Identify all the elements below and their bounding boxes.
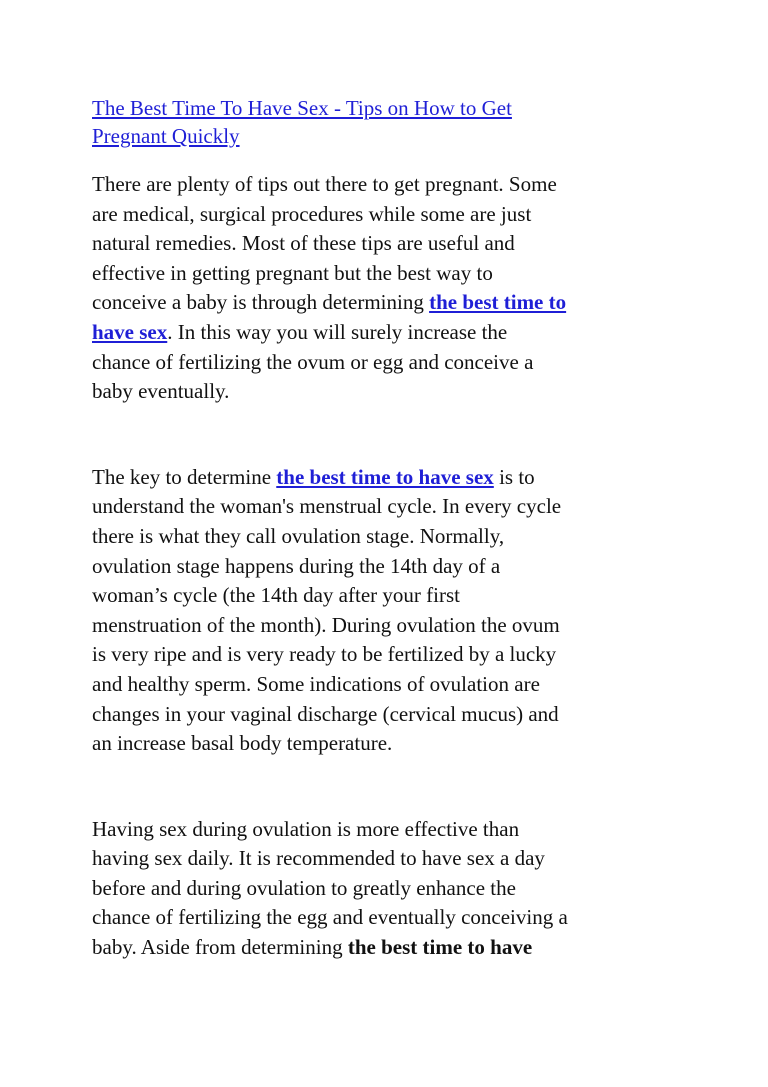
p2-line-4: ovulation stage happens during the 14th day of a [92,553,501,578]
p1-line-5-text: conceive a baby is through determining [92,290,430,315]
p2-line-2: understand the woman's menstrual cycle. In every cycle [92,494,562,519]
p3-line-1: Having sex during ovulation is more effective than [92,816,520,841]
paragraph-1 [92,170,692,407]
p1-line-6 [92,318,692,348]
p3-line-3: before and during ovulation to greatly enhance the [92,875,516,900]
p1-line-6-text: . In this way you will surely increase the [167,319,508,344]
p2-line-9: changes in your vaginal discharge (cervical mucus) and [92,701,559,726]
best-time-link-1a[interactable]: the best time to [429,290,567,315]
p2-line-7: is very ripe and is very ready to be fertilized by a lucky [92,642,557,667]
p2-line-1 [92,463,692,493]
p3-line-5-text: baby. Aside from determining [92,935,348,960]
title-link[interactable] [92,94,692,150]
title-line-1: The Best Time To Have Sex - Tips on How to Get [92,96,512,120]
p3-line-2: having sex daily. It is recommended to have sex a day [92,846,545,871]
document-page [92,94,692,963]
best-time-link-1b[interactable]: have sex [92,319,168,344]
p2-line-10: an increase basal body temperature. [92,731,393,756]
p1-line-4: effective in getting pregnant but the best way to [92,260,493,285]
p2-line-5: woman’s cycle (the 14th day after your first [92,583,460,608]
p1-line-8: baby eventually. [92,379,230,404]
p2-line-1-pre: The key to determine [92,464,277,489]
p1-line-2: are medical, surgical procedures while some are just [92,201,532,226]
p1-line-1: There are plenty of tips out there to get pregnant. Some [92,172,557,196]
p2-line-1-post: is to [493,464,535,489]
p1-line-7: chance of fertilizing the ovum or egg and conceive a [92,349,534,374]
best-time-bold: the best time to have [347,935,533,960]
p2-line-8: and healthy sperm. Some indications of ovulation are [92,671,540,696]
p2-line-3: there is what they call ovulation stage. Normally, [92,523,505,548]
paragraph-2 [92,463,692,759]
p1-line-3: natural remedies. Most of these tips are useful and [92,231,515,256]
p3-line-4: chance of fertilizing the egg and eventually conceiving a [92,905,568,930]
p1-line-5 [92,288,692,318]
paragraph-3 [92,815,692,963]
p2-line-6: menstruation of the month). During ovulation the ovum [92,612,560,637]
best-time-link-2[interactable]: the best time to have sex [276,464,494,489]
title-line-2: Pregnant Quickly [92,124,240,148]
p3-line-5 [92,933,692,963]
